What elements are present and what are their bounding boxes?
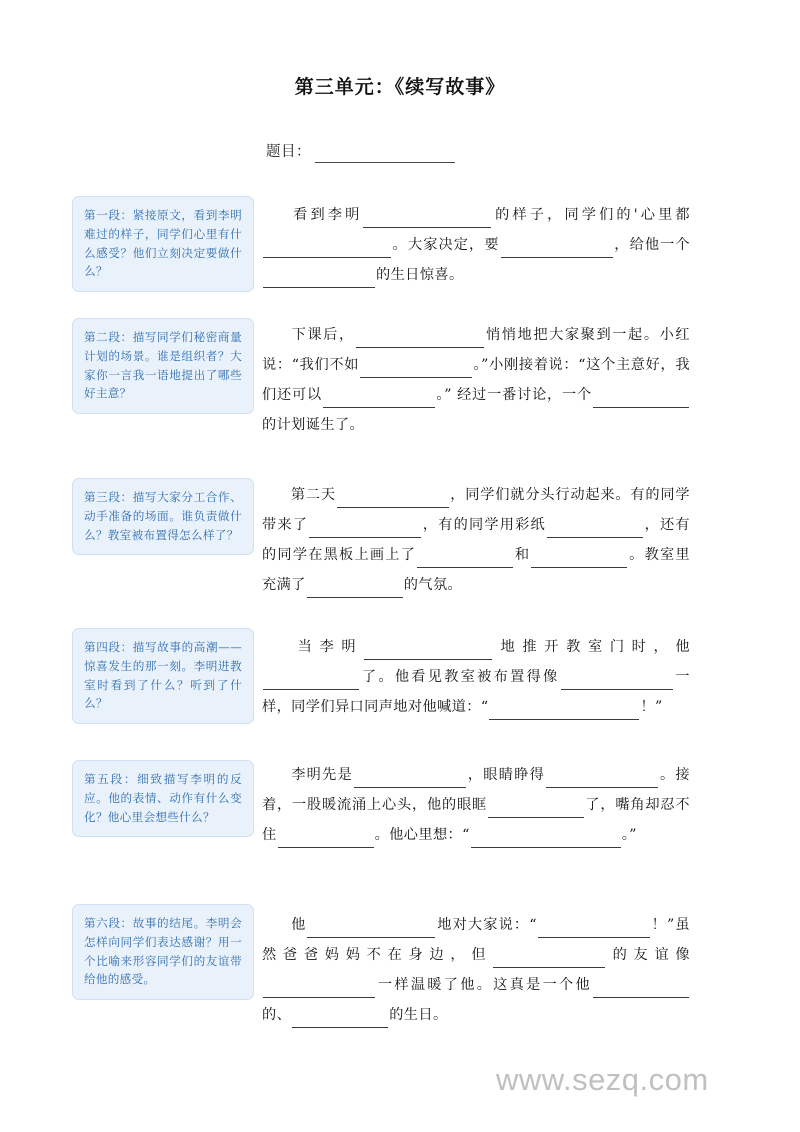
text-run: 的、 (262, 1007, 292, 1024)
page-title: 第三单元：《续写故事》 (294, 76, 506, 98)
blank[interactable] (309, 517, 421, 538)
text-run: 的样子，同学们的'心里都 (492, 207, 690, 223)
blank[interactable] (561, 669, 673, 690)
text-run: ，给他一个 (613, 237, 690, 254)
hint-box-1: 第一段：紧接原文，看到李明难过的样子，同学们心里有什么感受？他们立刻决定要做什么？ (72, 196, 254, 292)
text-run: 的友谊像 (606, 947, 690, 964)
site-watermark: www.sezq.com (496, 1062, 709, 1097)
topic-row (266, 140, 696, 163)
text-run: 悄悄地把大家聚到一起。小红说：“我们不如 (262, 327, 690, 374)
text-run: ！” (640, 699, 663, 716)
text-run: 下课后， (290, 327, 355, 343)
blank[interactable] (337, 487, 449, 508)
blank[interactable] (488, 797, 584, 818)
paragraph-6 (262, 910, 690, 1030)
blank[interactable] (501, 237, 613, 258)
text-run: 地对大家说：“ (436, 917, 537, 933)
text-run: 。接着，一股暖流涌上心头，他的眼眶 (262, 767, 690, 814)
text-run: ，还有的同学在黑板上画上了 (262, 517, 691, 564)
blank[interactable] (593, 977, 689, 998)
paragraph-3 (262, 480, 690, 600)
blank[interactable] (546, 767, 658, 788)
text-run: 当李明 (290, 639, 364, 655)
text-run: 的计划诞生了。 (262, 417, 365, 434)
text-run: 的气氛。 (403, 577, 463, 594)
text-run: 。”小刚接着说：“这个主意好，我们还可以 (262, 357, 690, 404)
blank[interactable] (323, 387, 435, 408)
topic-label: 题目： (266, 144, 311, 160)
blank[interactable] (356, 327, 484, 348)
hint-box-2: 第二段：描写同学们秘密商量计划的场景。谁是组织者？大家你一言我一语地提出了哪些好主意？ (72, 318, 254, 414)
text-run: 。他心里想：“ (374, 827, 470, 844)
hint-box-6: 第六段：故事的结尾。李明会怎样向同学们表达感谢？用一个比喻来形容同学们的友谊带给他的感受。 (72, 904, 254, 1000)
blank[interactable] (278, 827, 374, 848)
text-run: 的生日惊喜。 (376, 267, 464, 284)
blank[interactable] (531, 547, 627, 568)
blank[interactable] (307, 917, 435, 938)
blank[interactable] (471, 827, 621, 848)
blank[interactable] (417, 547, 513, 568)
hint-box-3: 第三段：描写大家分工合作、动手准备的场面。谁负责做什么？教室被布置得怎么样了？ (72, 478, 254, 555)
paragraph-2 (262, 320, 690, 440)
blank[interactable] (263, 977, 375, 998)
blank[interactable] (292, 1007, 388, 1028)
text-run: 看到李明 (290, 207, 363, 223)
blank[interactable] (307, 577, 403, 598)
hint-box-4: 第四段：描写故事的高潮——惊喜发生的那一刻。李明进教室时看到了什么？听到了什么？ (72, 628, 254, 724)
hint-box-5: 第五段：细致描写李明的反应。他的表情、动作有什么变化？他心里会想些什么？ (72, 760, 254, 837)
blank[interactable] (263, 237, 391, 258)
text-run: 第二天 (290, 487, 336, 503)
text-run: 。” (621, 827, 637, 844)
text-run: 的生日。 (389, 1007, 448, 1024)
paragraph-1 (262, 200, 690, 290)
text-run: 了，嘴角却忍不住 (262, 797, 690, 844)
blank[interactable] (538, 917, 650, 938)
text-run: 地推开教室门时，他 (493, 639, 690, 655)
text-run: ，眼睛睁得 (467, 767, 546, 783)
blank[interactable] (263, 267, 375, 288)
text-run: ！”虽然爸爸妈妈不在身边，但 (262, 917, 690, 964)
text-run: 李明先是 (290, 767, 354, 783)
blank[interactable] (593, 387, 689, 408)
blank[interactable] (354, 767, 466, 788)
text-run: ，同学们就分头行动起来。有的同学带来了 (262, 487, 690, 534)
text-run: 和 (514, 547, 531, 564)
text-run: 。教室里充满了 (262, 547, 690, 594)
text-run: 一样温暖了他。这真是一个他 (376, 977, 592, 994)
blank[interactable] (263, 669, 359, 690)
text-run: 。大家决定，要 (392, 237, 500, 254)
blank[interactable] (364, 639, 492, 660)
text-run: 。” 经过一番讨论，一个 (435, 387, 592, 404)
topic-answer-blank[interactable] (315, 147, 455, 163)
blank[interactable] (547, 517, 643, 538)
blank[interactable] (489, 699, 639, 720)
text-run: 了。他看见教室被布置得像 (360, 669, 560, 686)
blank[interactable] (493, 947, 605, 968)
blank[interactable] (360, 357, 472, 378)
paragraph-4 (262, 632, 690, 722)
paragraph-5 (262, 760, 690, 850)
text-run: 他 (290, 917, 307, 933)
text-run: ，有的同学用彩纸 (422, 517, 546, 534)
blank[interactable] (363, 207, 491, 228)
text-run: 一样，同学们异口同声地对他喊道：“ (262, 669, 690, 716)
